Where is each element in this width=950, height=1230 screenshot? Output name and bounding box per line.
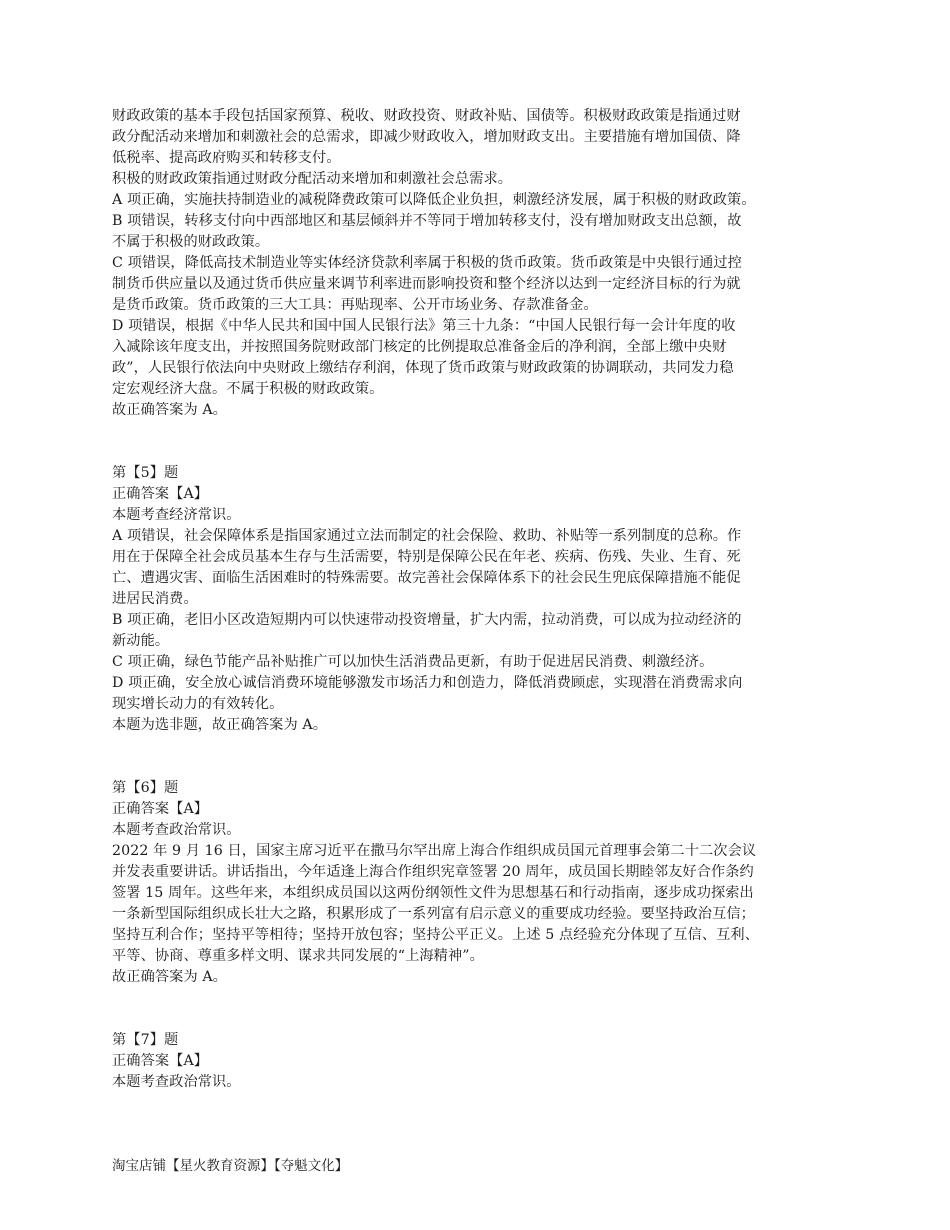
text-line: 新动能。	[112, 633, 170, 649]
answer-line: 故正确答案为 A。	[112, 402, 227, 418]
section-gap	[112, 988, 840, 1030]
question-number: 第【5】题	[112, 465, 179, 481]
correct-answer: 正确答案【A】	[112, 1053, 209, 1069]
question-number: 第【6】题	[112, 780, 179, 796]
text-line: 坚持互利合作；坚持平等相待；坚持开放包容；坚持公平正义。上述 5 点经验充分体现了互信、互利、	[112, 927, 759, 943]
text-line: 平等、协商、尊重多样文明、谋求共同发展的“上海精神”。	[112, 948, 484, 964]
text-line: 入减除该年度支出，并按照国务院财政部门核定的比例提取总准备金后的净利润，全部上缴中央财	[112, 339, 727, 355]
page-footer: 淘宝店铺【星火教育资源】【夺魁文化】	[112, 1158, 349, 1174]
text-line: 亡、遭遇灾害、面临生活困难时的特殊需要。故完善社会保障体系下的社会民生兜底保障措施不能促	[112, 570, 741, 586]
text-line: 签署 15 周年。这些年来，本组织成员国以这两份纲领性文件为思想基石和行动指南，逐步成功探索出	[112, 885, 754, 901]
text-line: 现实增长动力的有效转化。	[112, 696, 284, 712]
question-block-5	[112, 463, 840, 736]
text-line: D 项正确，安全放心诚信消费环境能够激发市场活力和创造力，降低消费顾虑，实现潜在消费需求向	[112, 675, 743, 691]
section-gap	[112, 736, 840, 778]
answer-line: 本题为选非题，故正确答案为 A。	[112, 717, 327, 733]
text-line: 政分配活动来增加和刺激社会的总需求，即减少财政收入，增加财政支出。主要措施有增加国债、降	[112, 129, 741, 145]
text-line: 用在于保障全社会成员基本生存与生活需要，特别是保障公民在年老、疾病、伤残、失业、生育、死	[112, 549, 741, 565]
text-line: B 项正确，老旧小区改造短期内可以快速带动投资增量，扩大内需，拉动消费，可以成为拉动经济的	[112, 612, 742, 628]
correct-answer: 正确答案【A】	[112, 486, 209, 502]
document-body	[112, 106, 840, 1093]
text-line: 制货币供应量以及通过货币供应量来调节利率进而影响投资和整个经济以达到一定经济目标的行为就	[112, 276, 741, 292]
text-line: C 项正确，绿色节能产品补贴推广可以加快生活消费品更新，有助于促进居民消费、刺激经济。	[112, 654, 714, 670]
text-line: 不属于积极的财政政策。	[112, 234, 270, 250]
text-line: C 项错误，降低高技术制造业等实体经济贷款利率属于积极的货币政策。货币政策是中央银行通过控	[112, 255, 742, 271]
explanation-block-4	[112, 106, 840, 421]
answer-line: 故正确答案为 A。	[112, 969, 227, 985]
text-line: D 项错误，根据《中华人民共和国中国人民银行法》第三十九条：“中国人民银行每一会计年度的收	[112, 318, 736, 334]
text-line: A 项错误，社会保障体系是指国家通过立法而制定的社会保险、救助、补贴等一系列制度的总称。作	[112, 528, 742, 544]
text-line: 2022 年 9 月 16 日，国家主席习近平在撒马尔罕出席上海合作组织成员国元首理事会第二十二次会议	[112, 843, 757, 859]
topic-line: 本题考查经济常识。	[112, 507, 241, 523]
section-gap	[112, 421, 840, 463]
text-line: 财政政策的基本手段包括国家预算、税收、财政投资、财政补贴、国债等。积极财政政策是指通过财	[112, 108, 741, 124]
text-line: 定宏观经济大盘。不属于积极的财政政策。	[112, 381, 384, 397]
correct-answer: 正确答案【A】	[112, 801, 209, 817]
text-line: 进居民消费。	[112, 591, 198, 607]
question-block-6	[112, 778, 840, 988]
text-line: 并发表重要讲话。讲话指出，今年适逢上海合作组织宪章签署 20 周年，成员国长期睦邻友好合作条约	[112, 864, 754, 880]
text-line: 政”，人民银行依法向中央财政上缴结存利润，体现了货币政策与财政政策的协调联动，共同发力稳	[112, 360, 734, 376]
text-line: 低税率、提高政府购买和转移支付。	[112, 150, 341, 166]
text-line: B 项错误，转移支付向中西部地区和基层倾斜并不等同于增加转移支付，没有增加财政支出总额，故	[112, 213, 742, 229]
text-line: 积极的财政政策指通过财政分配活动来增加和刺激社会总需求。	[112, 171, 513, 187]
topic-line: 本题考查政治常识。	[112, 822, 241, 838]
text-line: 是货币政策。货币政策的三大工具：再贴现率、公开市场业务、存款准备金。	[112, 297, 598, 313]
text-line: A 项正确，实施扶持制造业的减税降费政策可以降低企业负担，刺激经济发展，属于积极的财政政策。	[112, 192, 756, 208]
question-number: 第【7】题	[112, 1032, 179, 1048]
topic-line: 本题考查政治常识。	[112, 1074, 241, 1090]
question-block-7	[112, 1030, 840, 1093]
text-line: 一条新型国际组织成长壮大之路，积累形成了一系列富有启示意义的重要成功经验。要坚持政治互信；	[112, 906, 755, 922]
